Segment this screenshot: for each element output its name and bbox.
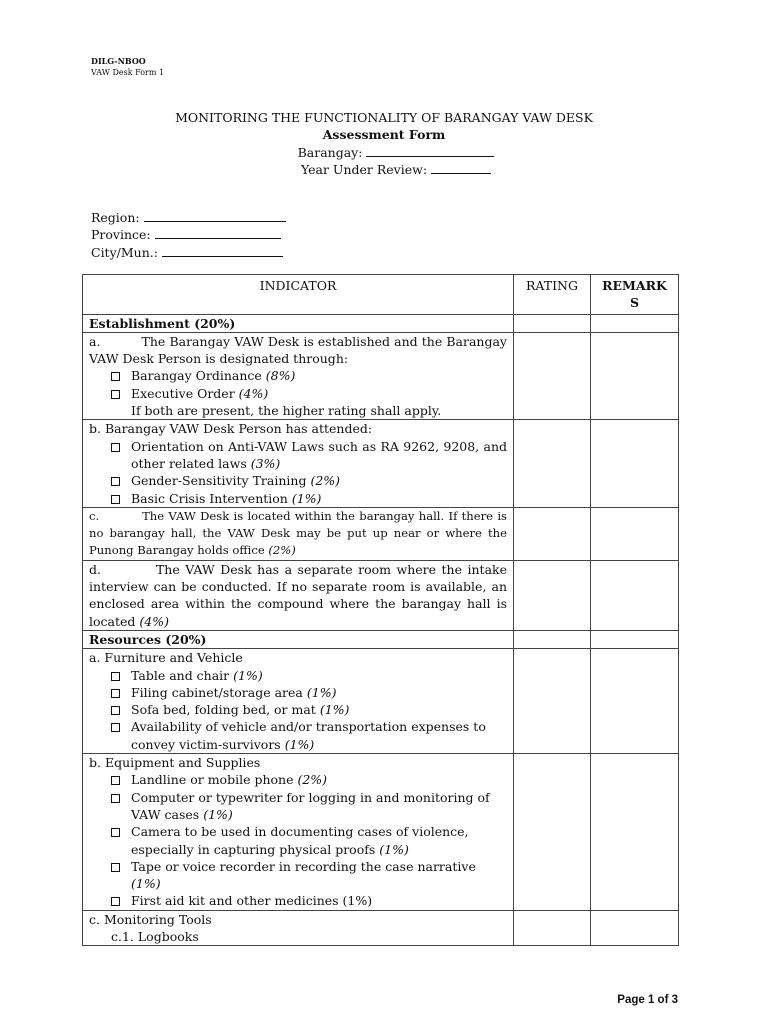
list-item: Table and chair (1%) [111,667,507,684]
indicator-cell [83,507,514,560]
rating-cell[interactable] [514,649,591,754]
remarks-cell[interactable] [591,560,679,630]
region-blank[interactable] [144,209,286,222]
form-title: MONITORING THE FUNCTIONALITY OF BARANGAY VAW DESK [175,110,593,125]
barangay-blank[interactable] [366,144,494,157]
list-item: Camera to be used in documenting cases of violence, especially in capturing physical proofs (1%) [111,823,507,858]
remarks-cell[interactable] [591,754,679,911]
section-heading: Establishment (20%) [83,314,514,332]
list-item: Executive Order (4%) [111,385,507,402]
indicator-text: a. Furniture and Vehicle [89,650,243,666]
list-item: Basic Crisis Intervention (1%) [111,490,507,507]
indicator-cell [83,420,514,507]
list-item: Landline or mobile phone (2%) [111,771,507,788]
indicator-cell [83,754,514,911]
indicator-text: d. The VAW Desk has a separate room where the intake interview can be conducted. If no separate room is available, an enclosed area within the compound where the barangay hall is located [89,561,511,629]
rating-cell[interactable] [514,910,591,946]
table-row [83,649,679,754]
list-item: Computer or typewriter for logging in and monitoring of VAW cases (1%) [111,789,507,824]
indicator-cell [83,560,514,630]
table-row [83,560,679,630]
list-item: Gender-Sensitivity Training (2%) [111,472,507,489]
weight: (4%) [139,613,169,629]
indicator-text: c. The VAW Desk is located within the barangay hall. If there is no barangay hall, the VAW Desk may be put up near or where the Punong Barangay holds office [89,508,511,558]
remarks-cell[interactable] [591,507,679,560]
rating-cell[interactable] [514,507,591,560]
section-row [83,314,679,332]
province-field [91,226,281,243]
table-header-row [83,275,679,315]
indicator-text: b. Barangay VAW Desk Person has attended: [89,421,373,437]
list-item: Availability of vehicle and/or transportation expenses to convey victim-survivors (1%) [111,718,507,753]
rating-cell[interactable] [514,314,591,332]
section-row [83,630,679,648]
page-number: Page 1 of 3 [617,994,678,1006]
indicator-cell [83,910,514,946]
list-item: First aid kit and other medicines (1%) [111,892,507,909]
remarks-cell[interactable] [591,630,679,648]
table-row [83,420,679,507]
indicator-text: c. Monitoring Tools [89,911,212,927]
indicator-text: b. Equipment and Supplies [89,755,261,771]
rating-cell[interactable] [514,754,591,911]
weight: (2%) [268,543,296,558]
list-item: Barangay Ordinance (8%) [111,367,507,384]
barangay-field [12,144,768,162]
rating-cell[interactable] [514,630,591,648]
assessment-table [82,274,679,946]
list-item: Tape or voice recorder in recording the case narrative (1%) [111,858,507,893]
remarks-cell[interactable] [591,649,679,754]
province-blank[interactable] [155,226,281,239]
region-label: Region: [91,210,140,225]
table-row [83,332,679,419]
indicator-cell [83,649,514,754]
table-row [83,507,679,560]
indicator-text: a. The Barangay VAW Desk is established and the Barangay VAW Desk Person is designated through: [89,333,511,367]
indicator-note: If both are present, the higher rating shall apply. [131,403,442,419]
table-row [83,754,679,911]
indicator-header: INDICATOR [83,275,514,315]
document-code: DILG-NBOO [91,56,146,66]
sub-item: c.1. Logbooks [111,928,199,944]
section-heading: Resources (20%) [83,630,514,648]
barangay-label: Barangay: [297,145,363,160]
rating-header: RATING [514,275,591,315]
citymun-label: City/Mun.: [91,245,158,260]
remarks-cell[interactable] [591,420,679,507]
form-number: VAW Desk Form 1 [91,68,165,77]
region-field [91,209,286,226]
province-label: Province: [91,227,151,242]
list-item: Orientation on Anti-VAW Laws such as RA 9262, 9208, and other related laws (3%) [111,438,507,473]
remarks-cell[interactable] [591,910,679,946]
citymun-blank[interactable] [162,244,283,257]
remarks-cell[interactable] [591,314,679,332]
year-label: Year Under Review: [300,162,428,177]
rating-cell[interactable] [514,332,591,419]
rating-cell[interactable] [514,420,591,507]
remarks-cell[interactable] [591,332,679,419]
remarks-header: REMARK S [591,275,679,315]
list-item: Filing cabinet/storage area (1%) [111,684,507,701]
table-row [83,910,679,946]
year-blank[interactable] [431,161,491,174]
rating-cell[interactable] [514,560,591,630]
list-item: Sofa bed, folding bed, or mat (1%) [111,701,507,718]
form-subtitle: Assessment Form [322,127,446,142]
indicator-cell [83,332,514,419]
citymun-field [91,244,283,261]
year-field [12,161,768,179]
